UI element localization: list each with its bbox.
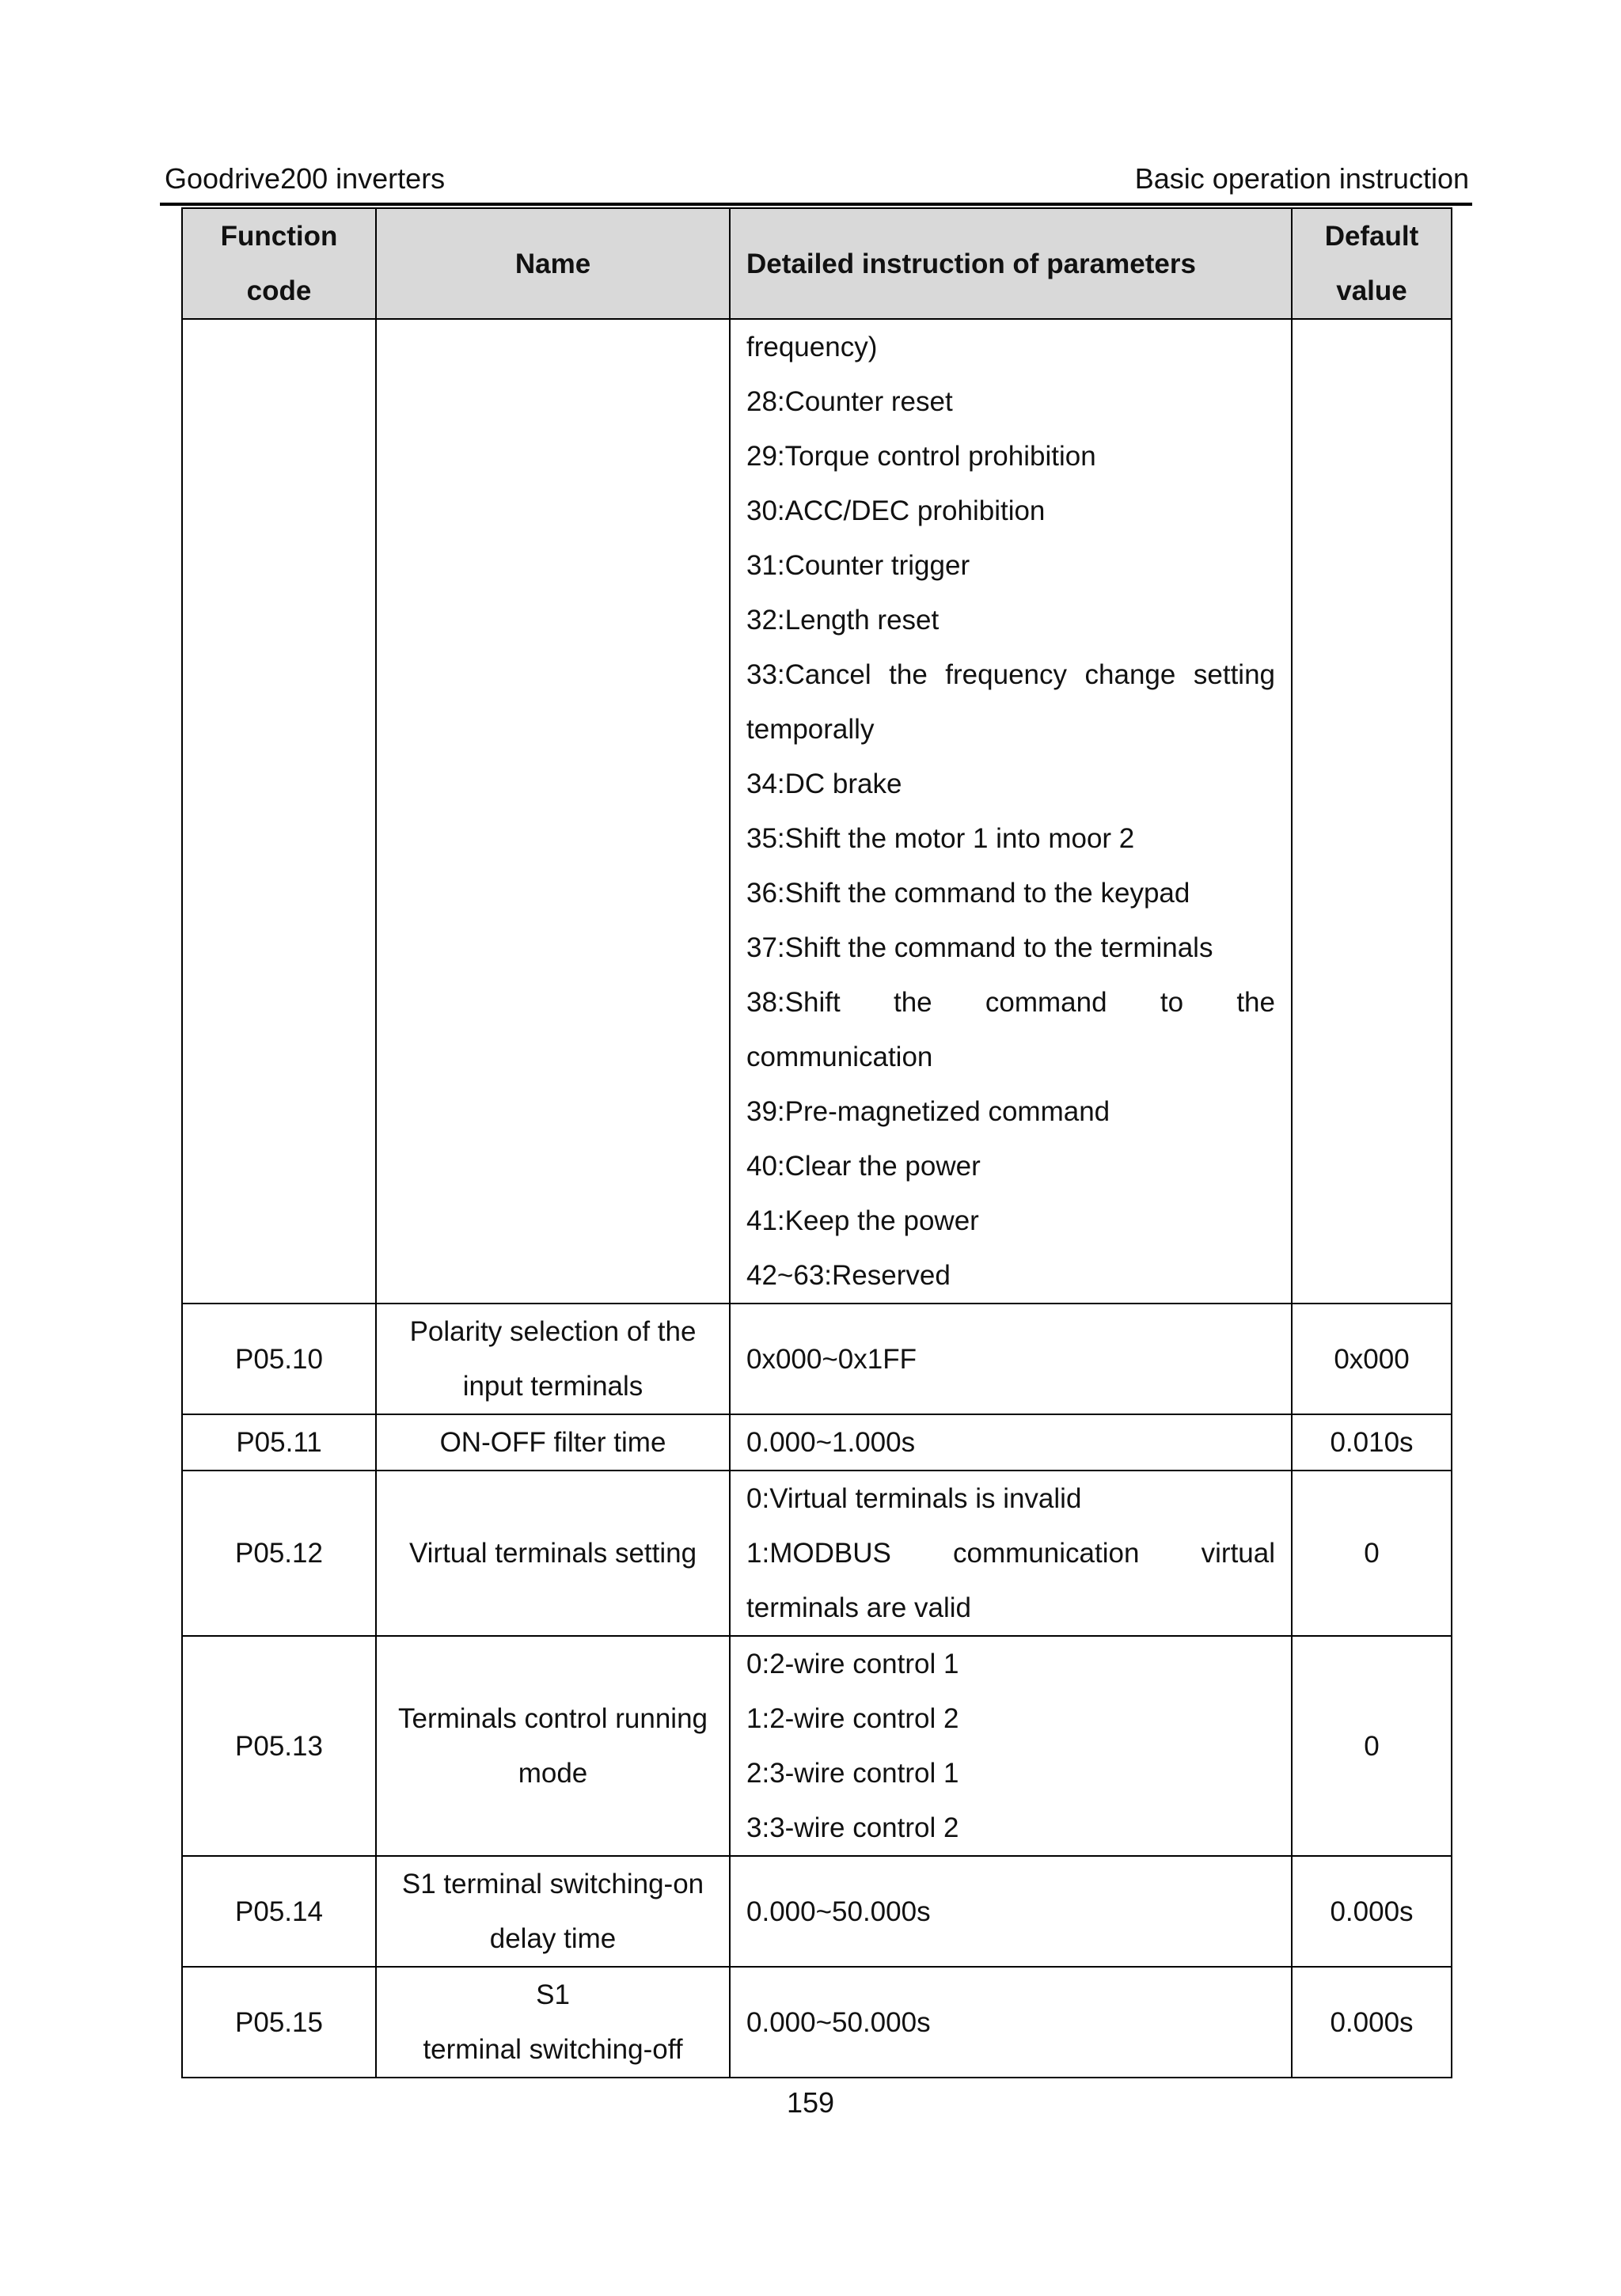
name-cell xyxy=(376,1414,730,1471)
name-line: Virtual terminals setting xyxy=(408,1538,697,1569)
desc-line: communication xyxy=(746,1042,933,1072)
name-cell xyxy=(376,1967,730,2078)
table-row-p05-11 xyxy=(182,1414,1452,1471)
desc-line: 1:2-wire control 2 xyxy=(746,1703,959,1734)
desc-line: 3:3-wire control 2 xyxy=(746,1812,959,1843)
table-row-continued xyxy=(182,319,1452,1304)
continued-desc-cell xyxy=(730,319,1292,1304)
default-value-cell: 0 xyxy=(1292,1471,1452,1636)
desc-cell xyxy=(730,1856,1292,1967)
desc-line: 35:Shift the motor 1 into moor 2 xyxy=(746,823,1135,854)
name-line: Terminals control running xyxy=(397,1703,708,1734)
desc-cell xyxy=(730,1414,1292,1471)
header-right-title: Basic operation instruction xyxy=(1134,162,1469,195)
name-line: mode xyxy=(518,1758,588,1789)
desc-line: 28:Counter reset xyxy=(746,386,953,417)
default-value-cell: 0.010s xyxy=(1292,1414,1452,1471)
desc-line: 0.000~1.000s xyxy=(746,1427,916,1458)
function-code-cell: P05.15 xyxy=(182,1967,376,2078)
default-value-cell: 0.000s xyxy=(1292,1856,1452,1967)
table-row-p05-10 xyxy=(182,1304,1452,1414)
desc-line: 37:Shift the command to the terminals xyxy=(746,932,1213,963)
desc-line: 32:Length reset xyxy=(746,605,940,636)
default-value-cell: 0 xyxy=(1292,1636,1452,1856)
header-function-code xyxy=(182,208,376,319)
header-default-line2: value xyxy=(1336,275,1407,306)
header-rule xyxy=(160,203,1472,206)
function-code-cell: P05.10 xyxy=(182,1304,376,1414)
desc-cell xyxy=(730,1304,1292,1414)
desc-cell xyxy=(730,1636,1292,1856)
desc-line: 42~63:Reserved xyxy=(746,1260,951,1291)
function-code-cell: P05.12 xyxy=(182,1471,376,1636)
desc-line: 30:ACC/DEC prohibition xyxy=(746,495,1046,526)
header-name: Name xyxy=(376,208,730,319)
name-cell xyxy=(376,1856,730,1967)
header-default-value xyxy=(1292,208,1452,319)
page-number: 159 xyxy=(786,2086,835,2119)
header-left-title: Goodrive200 inverters xyxy=(165,162,446,195)
header-function-code-line2: code xyxy=(246,275,312,306)
desc-line: 1:MODBUS communication virtual xyxy=(746,1538,1275,1569)
table-row-p05-14 xyxy=(182,1856,1452,1967)
desc-line: 0:2-wire control 1 xyxy=(746,1649,959,1679)
desc-line: 2:3-wire control 1 xyxy=(746,1758,959,1789)
desc-line: 40:Clear the power xyxy=(746,1151,981,1182)
name-line: S1 xyxy=(536,1979,570,2010)
desc-line: 0x000~0x1FF xyxy=(746,1343,917,1375)
name-line: Polarity selection of the xyxy=(409,1316,697,1347)
continued-code-cell xyxy=(182,319,376,1304)
default-value-cell: 0.000s xyxy=(1292,1967,1452,2078)
name-line: input terminals xyxy=(462,1371,643,1402)
desc-line: 0:Virtual terminals is invalid xyxy=(746,1483,1082,1514)
desc-line: 31:Counter trigger xyxy=(746,550,970,581)
function-code-cell: P05.14 xyxy=(182,1856,376,1967)
name-line: ON-OFF filter time xyxy=(439,1427,666,1458)
desc-line: temporally xyxy=(746,714,875,745)
parameter-table xyxy=(181,207,1452,2078)
desc-line: 41:Keep the power xyxy=(746,1205,979,1236)
header-function-code-line1: Function xyxy=(220,221,338,252)
desc-line: 33:Cancel the frequency change setting xyxy=(746,659,1275,690)
function-code-cell: P05.13 xyxy=(182,1636,376,1856)
table-header-row xyxy=(182,208,1452,319)
desc-line: frequency) xyxy=(746,332,878,362)
desc-cell xyxy=(730,1967,1292,2078)
default-value-cell: 0x000 xyxy=(1292,1304,1452,1414)
desc-line: 38:Shift the command to the xyxy=(746,987,1275,1018)
desc-line: terminals are valid xyxy=(746,1592,971,1623)
desc-line: 36:Shift the command to the keypad xyxy=(746,878,1190,909)
desc-line: 29:Torque control prohibition xyxy=(746,441,1096,472)
header-detailed-instruction: Detailed instruction of parameters xyxy=(730,208,1292,319)
name-cell xyxy=(376,1471,730,1636)
table-row-p05-15 xyxy=(182,1967,1452,2078)
desc-line: 34:DC brake xyxy=(746,768,902,799)
desc-line: 0.000~50.000s xyxy=(746,2006,931,2038)
desc-cell xyxy=(730,1471,1292,1636)
name-cell xyxy=(376,1636,730,1856)
function-code-cell: P05.11 xyxy=(182,1414,376,1471)
table-row-p05-12 xyxy=(182,1471,1452,1636)
name-line: delay time xyxy=(489,1923,617,1954)
continued-default-cell xyxy=(1292,319,1452,1304)
name-line: terminal switching-off xyxy=(423,2034,683,2065)
desc-line: 39:Pre-magnetized command xyxy=(746,1096,1110,1127)
header-default-line1: Default xyxy=(1324,221,1419,252)
continued-name-cell xyxy=(376,319,730,1304)
name-cell xyxy=(376,1304,730,1414)
name-line: S1 terminal switching-on xyxy=(401,1869,704,1899)
desc-line: 0.000~50.000s xyxy=(746,1896,931,1927)
table-row-p05-13 xyxy=(182,1636,1452,1856)
